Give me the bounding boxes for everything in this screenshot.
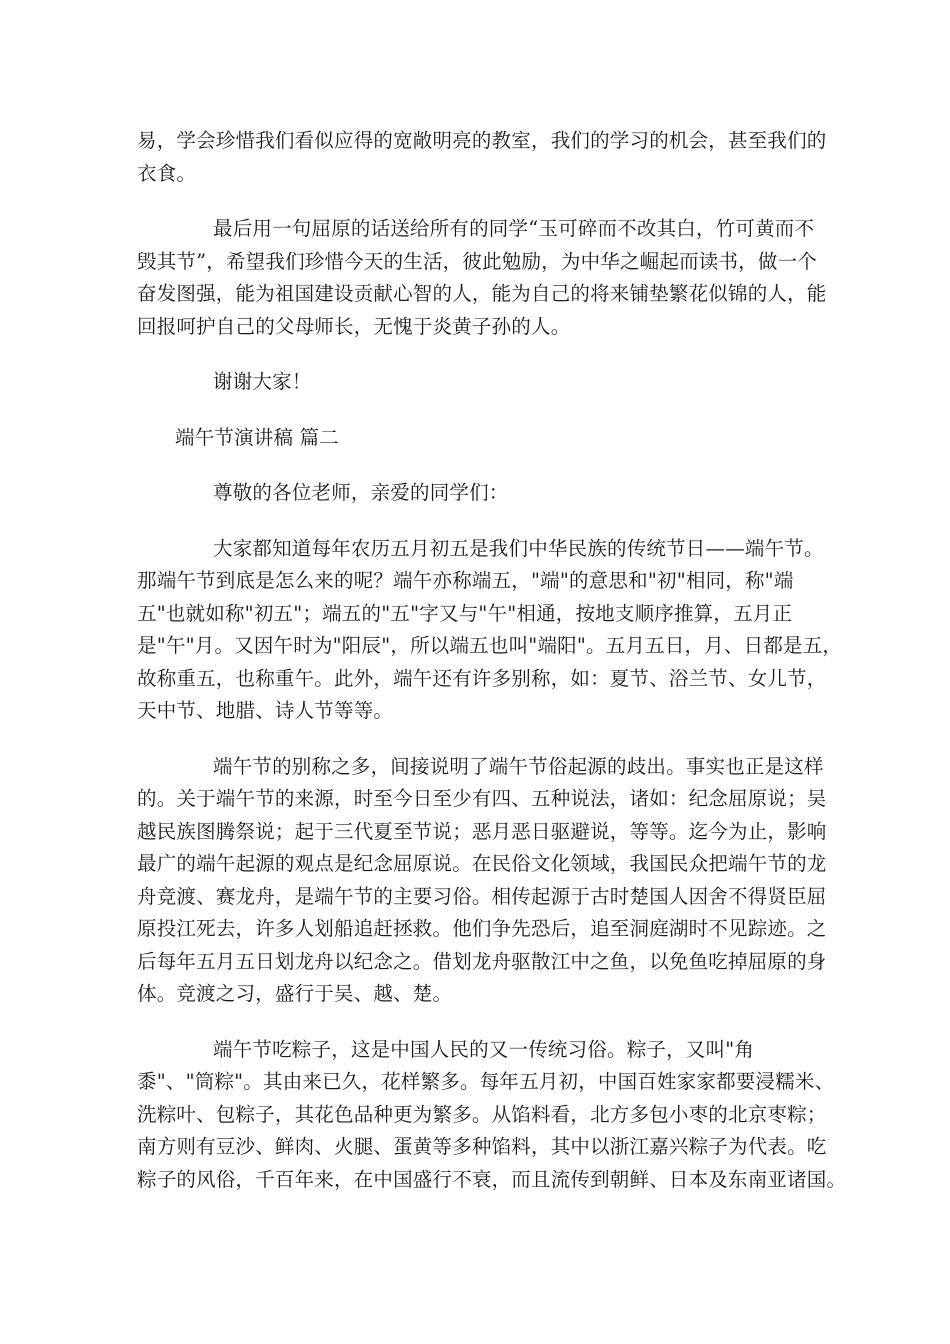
paragraph-origin (137, 533, 843, 728)
text-line: 那端午节到底是怎么来的呢？端午亦称端五，"端"的意思和"初"相同，称"端 (137, 569, 794, 592)
text-line: 体。竞渡之习，盛行于吴、越、楚。 (137, 982, 453, 1005)
text-line: 天中节、地腊、诗人节等等。 (137, 699, 394, 722)
section-heading (137, 422, 825, 455)
text-line: 是"午"月。又因午时为"阳辰"，所以端五也叫"端阳"。五月五日，月、日都是五， (137, 634, 843, 657)
text-line: 最后用一句屈原的话送给所有的同学“玉可碎而不改其白，竹可黄而不 (213, 217, 815, 240)
paragraph-closing-quote (137, 213, 825, 343)
paragraph-zongzi (137, 1034, 847, 1197)
text-line: 大家都知道每年农历五月初五是我们中华民族的传统节日——端午节。 (213, 536, 824, 560)
text-line: 粽子的风俗，千百年来，在中国盛行不衰，而且流传到朝鲜、日本及东南亚诸国。 (137, 1167, 847, 1191)
text-line: 端午节的别称之多，间接说明了端午节俗起源的歧出。事实也正是这样 (213, 754, 824, 778)
text-line: 谢谢大家！ (213, 370, 312, 393)
paragraph-continuation (137, 125, 825, 190)
heading-text: 端午节演讲稿 篇二 (175, 425, 339, 449)
paragraph-legends (137, 751, 825, 1011)
paragraph-thanks (137, 366, 825, 399)
text-line: 舟竞渡、赛龙舟，是端午节的主要习俗。相传起源于古时楚国人因舍不得贤臣屈 (137, 884, 827, 908)
text-line: 的。关于端午节的来源，时至今日至少有四、五种说法，诸如：纪念屈原说；吴 (137, 787, 827, 810)
text-line: 尊敬的各位老师，亲爱的同学们： (213, 481, 509, 504)
text-line: 越民族图腾祭说；起于三代夏至节说；恶月恶日驱避说，等等。迄今为止，影响 (137, 819, 827, 843)
text-line: 五"也就如称"初五"；端五的"五"字又与"午"相通，按地支顺序推算，五月正 (137, 601, 793, 625)
text-line: 南方则有豆沙、鲜肉、火腿、蛋黄等多种馅料，其中以浙江嘉兴粽子为代表。吃 (137, 1135, 827, 1158)
text-line: 易，学会珍惜我们看似应得的宽敞明亮的教室，我们的学习的机会，甚至我们的 (137, 129, 827, 152)
text-line: 端午节吃粽子，这是中国人民的又一传统习俗。粽子，又叫"角 (213, 1037, 755, 1061)
text-line: 毁其节”，希望我们珍惜今天的生活，彼此勉励，为中华之崛起而读书，做一个 (137, 249, 817, 273)
text-line: 故称重五，也称重午。此外，端午还有许多别称，如：夏节、浴兰节、女儿节， (137, 666, 827, 690)
paragraph-salutation (137, 477, 825, 510)
text-line: 洗粽叶、包粽子，其花色品种更为繁多。从馅料看，北方多包小枣的北京枣粽； (137, 1102, 827, 1126)
text-line: 后每年五月五日划龙舟以纪念之。借划龙舟驱散江中之鱼，以免鱼吃掉屈原的身 (137, 949, 827, 973)
text-line: 原投江死去，许多人划船追赶拯救。他们争先恐后，追至洞庭湖时不见踪迹。之 (137, 917, 827, 940)
text-line: 奋发图强，能为祖国建设贡献心智的人，能为自己的将来铺垫繁花似锦的人，能 (137, 282, 827, 305)
text-line: 黍"、"筒粽"。其由来已久，花样繁多。每年五月初，中国百姓家家都要浸糯米、 (137, 1070, 835, 1093)
text-line: 回报呵护自己的父母师长，无愧于炎黄子孙的人。 (137, 314, 571, 338)
text-line: 衣食。 (137, 161, 197, 185)
text-line: 最广的端午起源的观点是纪念屈原说。在民俗文化领域，我国民众把端午节的龙 (137, 852, 827, 875)
